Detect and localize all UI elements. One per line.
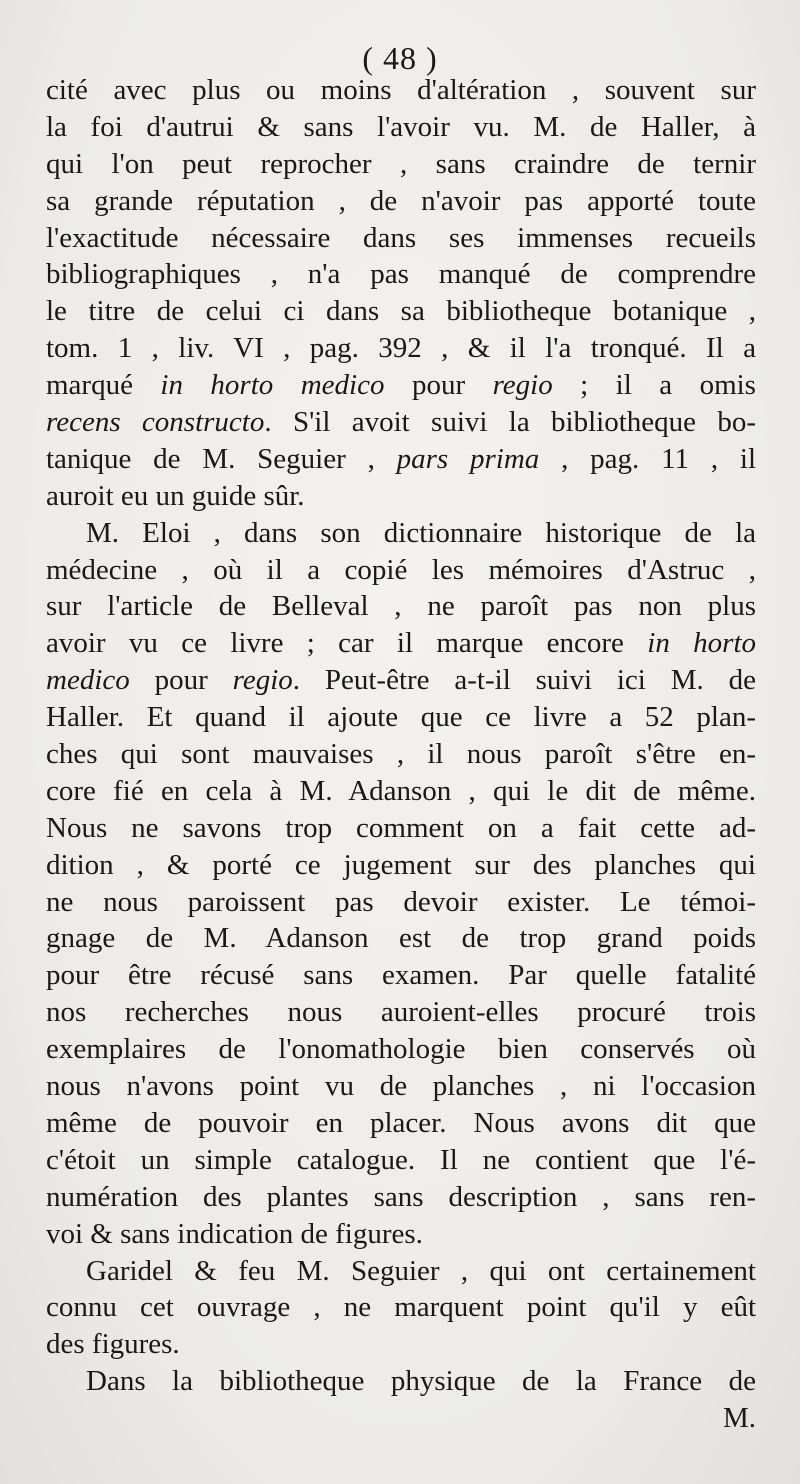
text-line: connu cet ouvrage , ne marquent point qu'il y eût [46,1291,756,1324]
text-line: dition , & porté ce jugement sur des planches qui [46,848,756,881]
text-line: Dans la bibliotheque physique de la France de [86,1365,756,1398]
catchword: M. [722,1402,756,1435]
text-line: avoir vu ce livre ; car il marque encore in horto [46,627,756,660]
paragraph [46,1253,756,1364]
text-line: médecine , où il a copié les mémoires d'Astruc , [46,553,756,586]
text-line: numération des plantes sans description , sans ren- [46,1180,756,1213]
text-line: ches qui sont mauvaises , il nous paroît s'être en- [46,738,756,771]
paragraph [46,1363,756,1400]
text-line: medico pour regio. Peut-être a-t-il suivi ici M. de [46,664,756,697]
body-text [46,72,756,1437]
text-line: sa grande réputation , de n'avoir pas apporté toute [46,184,756,217]
text-line: qui l'on peut reprocher , sans craindre de ternir [46,147,756,180]
text-line: gnage de M. Adanson est de trop grand poids [46,922,756,955]
text-line: cité avec plus ou moins d'altération , souvent sur [46,74,756,106]
text-line: tom. 1 , liv. VI , pag. 392 , & il l'a tronqué. Il a [46,332,756,365]
text-line: voi & sans indication de figures. [46,1217,423,1250]
text-line: core fié en cela à M. Adanson , qui le dit de même. [46,774,756,807]
text-line: auroit eu un guide sûr. [46,479,305,512]
text-line: Nous ne savons trop comment on a fait cette ad- [46,811,756,844]
text-line: la foi d'autrui & sans l'avoir vu. M. de Haller, à [46,110,756,143]
text-line: le titre de celui ci dans sa bibliotheque botanique , [46,295,756,328]
text-line: c'étoit un simple catalogue. Il ne contient que l'é- [46,1143,756,1176]
text-line: nous n'avons point vu de planches , ni l'occasion [46,1070,756,1103]
text-line: M. Eloi , dans son dictionnaire historique de la [86,516,756,549]
text-line: tanique de M. Seguier , pars prima , pag. 11 , il [46,442,756,475]
text-line: exemplaires de l'onomathologie bien conservés où [46,1033,756,1066]
text-line: marqué in horto medico pour regio ; il a omis [46,369,756,402]
text-line: nos recherches nous auroient-elles procuré trois [46,996,756,1029]
text-line: Garidel & feu M. Seguier , qui ont certainement [86,1254,756,1287]
text-line: Haller. Et quand il ajoute que ce livre a 52 plan- [46,701,756,734]
text-line: même de pouvoir en placer. Nous avons dit que [46,1106,756,1139]
text-line: recens constructo. S'il avoit suivi la bibliotheque bo- [46,406,756,439]
page-number: ( 48 ) [362,40,438,76]
text-line: des figures. [46,1328,180,1361]
paragraph [46,515,756,1253]
text-line: sur l'article de Belleval , ne paroît pas non plus [46,590,756,623]
paragraph [46,72,756,515]
text-line: bibliographiques , n'a pas manqué de comprendre [46,258,756,291]
text-line: pour être récusé sans examen. Par quelle fatalité [46,959,756,992]
text-line: ne nous paroissent pas devoir exister. Le témoi- [46,885,756,918]
text-line: l'exactitude nécessaire dans ses immenses recueils [46,221,756,254]
